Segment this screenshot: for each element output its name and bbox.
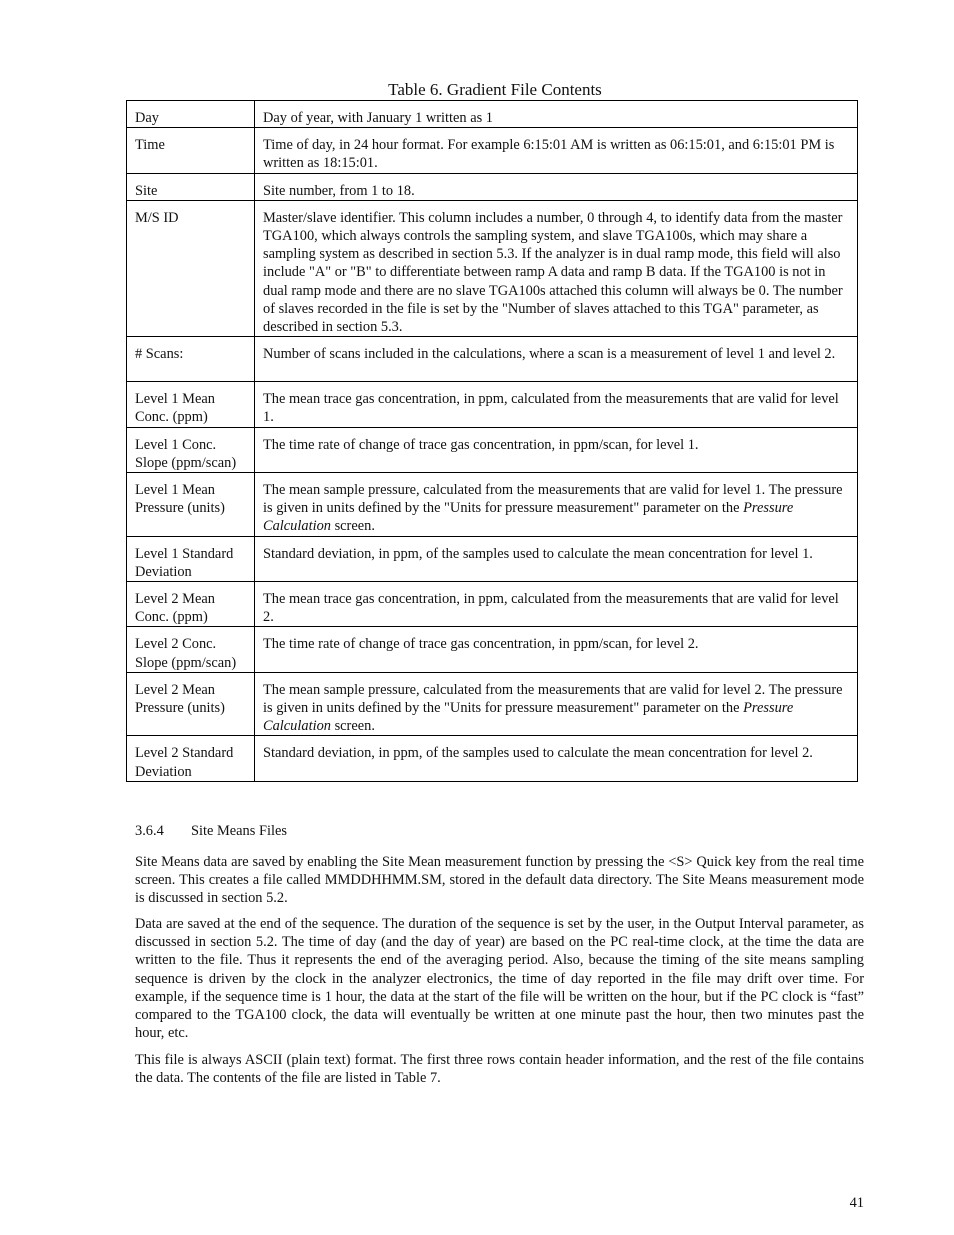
field-name-cell: Level 2 Mean Pressure (units)	[127, 672, 255, 736]
description-cell: Standard deviation, in ppm, of the samples used to calculate the mean concentration for level 1.	[255, 536, 858, 581]
table-row	[127, 173, 858, 200]
section-title: Site Means Files	[191, 823, 287, 839]
table-row	[127, 200, 858, 336]
field-name-cell: Site	[127, 173, 255, 200]
description-cell: Time of day, in 24 hour format. For example 6:15:01 AM is written as 06:15:01, and 6:15:01 PM is written as 18:15:01.	[255, 128, 858, 173]
description-cell: Site number, from 1 to 18.	[255, 173, 858, 200]
description-cell: Standard deviation, in ppm, of the samples used to calculate the mean concentration for level 2.	[255, 736, 858, 781]
description-text: The mean sample pressure, calculated from the measurements that are valid for level 1. The pressure is given in units defined by the "Units for pressure measurement" parameter on the	[263, 482, 843, 517]
section-heading	[135, 822, 287, 840]
field-name-cell: Level 1 Mean Pressure (units)	[127, 473, 255, 537]
field-name-cell: Day	[127, 101, 255, 128]
field-name-cell: Level 1 Standard Deviation	[127, 536, 255, 581]
description-cell: Day of year, with January 1 written as 1	[255, 101, 858, 128]
description-cell: The mean trace gas concentration, in ppm, calculated from the measurements that are valid for level 1.	[255, 382, 858, 427]
description-tail: screen.	[330, 718, 375, 735]
table-row	[127, 627, 858, 672]
description-cell: Number of scans included in the calculations, where a scan is a measurement of level 1 and level 2.	[255, 337, 858, 382]
description-cell: Master/slave identifier. This column includes a number, 0 through 4, to identify data from the master TGA100, which always controls the sampling system, and slave TGA100s, which may share a sampling system as described in section 5.3. If the analyzer is in dual ramp mode, this field will also include "A" or "B" to differentiate between ramp A data and ramp B data. If the TGA100 is not in dual ramp mode and there are no slave TGA100s attached this column will always be 0. The number of slaves recorded in the file is set by the "Number of slaves attached to this TGA" parameter, as described in section 5.3.	[255, 200, 858, 336]
field-name-cell: Level 2 Standard Deviation	[127, 736, 255, 781]
table-row	[127, 536, 858, 581]
table-row	[127, 128, 858, 173]
table-row	[127, 382, 858, 427]
body-paragraph: Data are saved at the end of the sequence. The duration of the sequence is set by the user, in the Output Interval parameter, as discussed in section 5.2. The time of day (and the day of year) are based on the PC real-time clock, at the time the data are written to the file. Thus it represents the end of the averaging period. Also, because the timing of the site means sampling sequence is driven by the clock in the analyzer electronics, the time of day reported in the file may drift over time. For example, if the sequence time is 1 hour, the data at the start of the file will be written on the hour, but if the PC clock is “fast” compared to the TGA100 clock, the data will eventually be written at one minute past the hour, then two minutes past the hour, etc.	[135, 916, 864, 1042]
page-number: 41	[849, 1195, 864, 1211]
field-name-cell: # Scans:	[127, 337, 255, 382]
body-paragraph: Site Means data are saved by enabling the Site Mean measurement function by pressing the <S> Quick key from the real time screen. This creates a file called MMDDHHMM.SM, stored in the default data directory. The Site Means measurement mode is discussed in section 5.2.	[135, 854, 864, 907]
body-paragraph: This file is always ASCII (plain text) format. The first three rows contain header information, and the rest of the file contains the data. The contents of the file are listed in Table 7.	[135, 1052, 864, 1087]
field-name-cell: M/S ID	[127, 200, 255, 336]
description-cell: The time rate of change of trace gas concentration, in ppm/scan, for level 2.	[255, 627, 858, 672]
pressure-calculation-screen-ref: Pressure Calculation	[263, 700, 794, 735]
table-row	[127, 473, 858, 537]
description-text: The mean sample pressure, calculated from the measurements that are valid for level 2. The pressure is given in units defined by the "Units for pressure measurement" parameter on the	[263, 681, 843, 717]
description-cell: The mean trace gas concentration, in ppm, calculated from the measurements that are valid for level 2.	[255, 582, 858, 627]
table-caption: Table 6. Gradient File Contents	[388, 80, 602, 99]
field-name-cell: Level 1 Conc. Slope (ppm/scan)	[127, 427, 255, 472]
description-tail: screen.	[330, 518, 375, 535]
pressure-calculation-screen-ref: Pressure Calculation	[263, 500, 794, 535]
field-name-cell: Level 2 Conc. Slope (ppm/scan)	[127, 627, 255, 672]
table-row	[127, 672, 858, 736]
gradient-file-table	[126, 100, 857, 782]
table-row	[127, 582, 858, 627]
field-name-cell: Level 2 Mean Conc. (ppm)	[127, 582, 255, 627]
section-number: 3.6.4	[135, 823, 164, 839]
field-name-cell: Time	[127, 128, 255, 173]
field-name-cell: Level 1 Mean Conc. (ppm)	[127, 382, 255, 427]
description-cell	[255, 473, 858, 537]
table-row	[127, 101, 858, 128]
description-cell	[255, 672, 858, 736]
table-row	[127, 337, 858, 382]
table-row	[127, 427, 858, 472]
table-row	[127, 736, 858, 781]
description-cell: The time rate of change of trace gas concentration, in ppm/scan, for level 1.	[255, 427, 858, 472]
